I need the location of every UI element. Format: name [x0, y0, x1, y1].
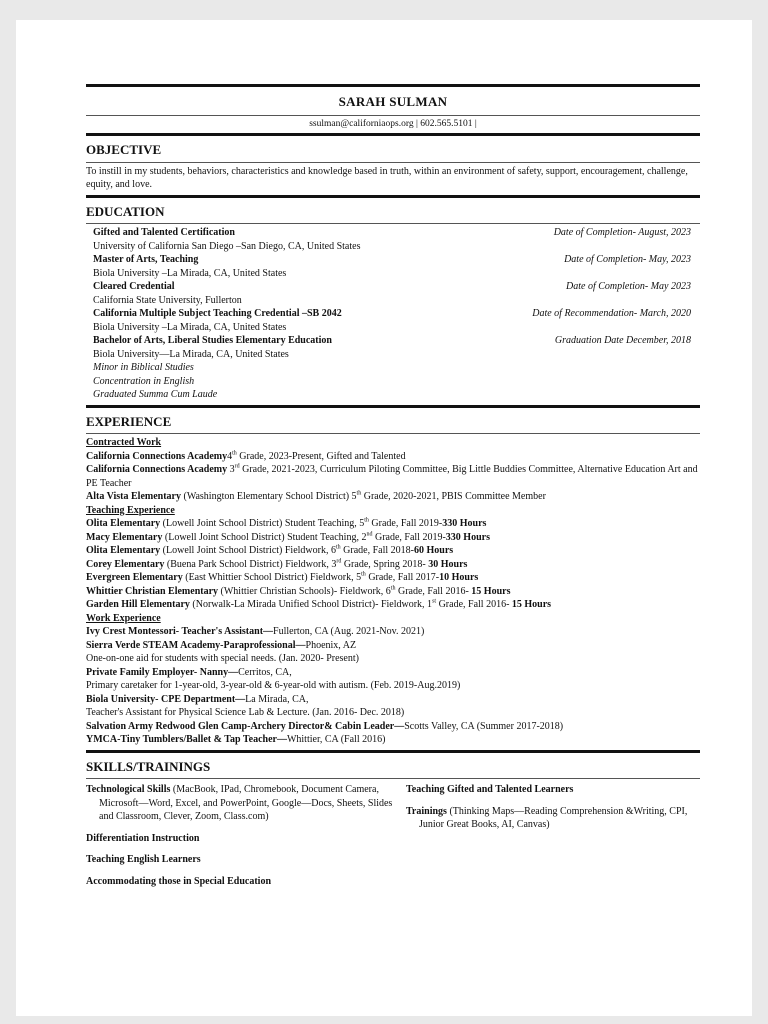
hours-count: 330 Hours	[442, 518, 487, 529]
teaching-item	[86, 531, 700, 545]
trainings-title: Trainings	[406, 805, 447, 817]
experience-list	[86, 434, 700, 750]
job-location: Whittier, CA (Fall 2016)	[286, 734, 386, 745]
position-detail: Grade, 2020-2021, PBIS Committee Member	[361, 491, 546, 502]
candidate-name: SARAH SULMAN	[338, 94, 448, 109]
grade-suffix: th	[232, 450, 237, 457]
skills-columns	[86, 779, 700, 896]
placement-detail: (East Whittier School District) Fieldwork, 5	[182, 572, 362, 583]
school-name: Olita Elementary	[86, 545, 161, 556]
grade-suffix: st	[432, 598, 437, 605]
contracted-item	[86, 450, 700, 464]
teaching-item	[86, 598, 700, 612]
resume-content	[86, 84, 700, 896]
placement-detail: (Buena Park School District) Fieldwork, 3	[164, 558, 337, 570]
job-title: Ivy Crest Montessori- Teacher's Assistant—	[86, 626, 274, 637]
degree-date: Date of Recommendation- March, 2020	[532, 308, 691, 319]
hours-count: 60 Hours	[413, 545, 454, 556]
teaching-item	[86, 544, 700, 558]
placement-detail: (Lowell Joint School District) Student Teaching, 5	[160, 518, 365, 529]
employer-name: Alta Vista Elementary	[86, 491, 181, 502]
job-location: La Mirada, CA,	[245, 693, 309, 705]
tech-skills-item	[86, 783, 406, 824]
work-item	[86, 625, 700, 639]
tech-skills-detail: (MacBook, IPad, Chromebook, Document Camera, Microsoft—Word, Excel, and PowerPoint, Google—Docs, Sheets, Slides and Classroom, Clever, Zoom, Class.com)	[99, 784, 393, 822]
position-detail: Grade, 2021-2023, Curriculum Piloting Committee, Big Little Buddies Committee, Alternative Education Art and PE Teacher	[86, 464, 698, 489]
skills-left-column	[86, 783, 406, 896]
contracted-item	[86, 463, 700, 490]
degree-title: Master of Arts, Teaching	[93, 254, 199, 265]
work-item	[86, 733, 700, 747]
grade-number: 3	[227, 464, 235, 475]
grade-suffix: th	[356, 490, 362, 497]
job-location: Cerritos, CA,	[238, 666, 292, 678]
job-title: YMCA-Tiny Tumblers/Ballet & Tap Teacher—	[86, 734, 287, 745]
education-entry	[93, 253, 700, 280]
contact-line: ssulman@californiaops.org | 602.565.5101 |	[309, 118, 477, 129]
teaching-item	[86, 558, 700, 572]
grade-number: (Washington Elementary School District) 5	[181, 491, 357, 502]
school-name: Biola University –La Mirada, CA, United States	[93, 321, 287, 333]
placement-detail: (Norwalk-La Mirada Unified School District)- Fieldwork, 1	[189, 599, 433, 610]
school-name: Macy Elementary	[86, 531, 163, 543]
job-description: One-on-one aid for students with special needs. (Jan. 2020- Present)	[86, 653, 359, 664]
school-name: Biola University—La Mirada, CA, United States	[93, 348, 289, 360]
work-item	[86, 693, 700, 707]
school-name: Corey Elementary	[86, 558, 165, 570]
grade-suffix: th	[364, 517, 369, 524]
term-detail: Grade, Fall 2016-	[395, 585, 472, 597]
job-description: Primary caretaker for 1-year-old, 3-year-old & 6-year-old with autism. (Feb. 2019-Aug.2019)	[86, 680, 461, 691]
education-note: Minor in Biblical Studies	[93, 362, 194, 373]
skill-item: Differentiation Instruction	[86, 832, 200, 844]
employer-name: California Connections Academy	[86, 450, 228, 462]
grade-suffix: th	[361, 571, 366, 578]
position-detail: Grade, 2023-Present, Gifted and Talented	[236, 450, 406, 462]
grade-suffix: th	[390, 585, 396, 592]
job-description: Teacher's Assistant for Physical Science Lab & Lecture. (Jan. 2016- Dec. 2018)	[86, 707, 405, 718]
term-detail: Grade, Fall 2018-	[340, 545, 414, 556]
degree-date: Date of Completion- May 2023	[566, 281, 691, 292]
term-detail: Grade, Fall 2019-	[372, 531, 446, 543]
grade-suffix: th	[335, 544, 341, 551]
hours-count: 10 Hours	[439, 572, 479, 583]
degree-title: Bachelor of Arts, Liberal Studies Elementary Education	[93, 335, 332, 346]
placement-detail: (Whittier Christian Schools)- Fieldwork, 6	[218, 585, 391, 597]
school-name: Evergreen Elementary	[86, 572, 183, 583]
teaching-experience-heading: Teaching Experience	[86, 504, 175, 516]
work-item	[86, 720, 700, 734]
work-item	[86, 639, 700, 653]
school-name: California State University, Fullerton	[93, 294, 242, 306]
education-list	[86, 224, 700, 405]
education-entry	[93, 226, 700, 253]
education-note: Concentration in English	[93, 375, 195, 387]
trainings-item	[406, 805, 696, 832]
skill-item: Teaching Gifted and Talented Learners	[406, 784, 574, 795]
degree-title: California Multiple Subject Teaching Credential –SB 2042	[93, 308, 342, 319]
degree-title: Gifted and Talented Certification	[93, 227, 235, 238]
job-title: Sierra Verde STEAM Academy-Paraprofessional—	[86, 639, 306, 651]
job-title: Biola University- CPE Department—	[86, 693, 246, 705]
education-entry	[93, 307, 700, 334]
objective-text: To instill in my students, behaviors, characteristics and knowledge based in truth, within an environment of safety, support, encouragement, challenge, equity, and love.	[86, 165, 688, 190]
job-title: Private Family Employer- Nanny—	[86, 666, 239, 678]
hours-count: 15 Hours	[511, 599, 552, 610]
skills-right-column	[406, 783, 696, 896]
teaching-item	[86, 571, 700, 585]
school-name: Garden Hill Elementary	[86, 599, 190, 610]
work-experience-heading: Work Experience	[86, 612, 161, 624]
school-name: Olita Elementary	[86, 518, 161, 529]
job-location: Phoenix, AZ	[305, 639, 357, 651]
skill-item: Teaching English Learners	[86, 854, 201, 865]
resume-page	[16, 20, 752, 1016]
education-entry	[93, 334, 700, 361]
grade-suffix: nd	[366, 531, 373, 538]
placement-detail: (Lowell Joint School District) Student Teaching, 2	[162, 531, 367, 543]
education-heading: EDUCATION	[86, 203, 165, 219]
hours-count: 15 Hours	[471, 585, 511, 597]
hours-count: 330 Hours	[445, 531, 490, 543]
objective-heading: OBJECTIVE	[86, 142, 162, 157]
job-location: Scotts Valley, CA (Summer 2017-2018)	[404, 720, 564, 732]
contracted-item	[86, 490, 700, 504]
employer-name: California Connections Academy	[86, 464, 228, 475]
job-title: Salvation Army Redwood Glen Camp-Archery Director& Cabin Leader—	[86, 720, 405, 732]
grade-suffix: rd	[336, 558, 342, 565]
teaching-item	[86, 585, 700, 599]
experience-heading: EXPERIENCE	[86, 413, 172, 429]
placement-detail: (Lowell Joint School District) Fieldwork, 6	[160, 545, 336, 556]
school-name: University of California San Diego –San Diego, CA, United States	[93, 240, 361, 252]
degree-title: Cleared Credential	[93, 281, 175, 292]
skills-heading: SKILLS/TRAININGS	[86, 758, 211, 774]
tech-skills-title: Technological Skills	[86, 784, 171, 795]
trainings-detail: (Thinking Maps—Reading Comprehension &Writing, CPI, Junior Great Books, AI, Canvas)	[419, 805, 688, 830]
term-detail: Grade, Fall 2019-	[368, 518, 443, 529]
degree-date: Graduation Date December, 2018	[554, 335, 691, 346]
teaching-item	[86, 517, 700, 531]
education-note: Graduated Summa Cum Laude	[93, 389, 218, 400]
term-detail: Grade, Fall 2016-	[436, 599, 512, 610]
contracted-work-heading: Contracted Work	[86, 437, 162, 448]
term-detail: Grade, Fall 2017-	[365, 572, 440, 583]
education-entry	[93, 280, 700, 307]
work-item	[86, 666, 700, 680]
grade-number: 4	[227, 450, 233, 462]
degree-date: Date of Completion- August, 2023	[553, 227, 691, 238]
school-name: Biola University –La Mirada, CA, United States	[93, 267, 287, 279]
term-detail: Grade, Spring 2018-	[341, 558, 429, 570]
degree-date: Date of Completion- May, 2023	[564, 254, 691, 265]
job-location: Fullerton, CA (Aug. 2021-Nov. 2021)	[273, 626, 425, 637]
school-name: Whittier Christian Elementary	[86, 585, 219, 597]
hours-count: 30 Hours	[428, 558, 468, 570]
skill-item: Accommodating those in Special Education	[86, 875, 272, 887]
grade-suffix: rd	[234, 463, 240, 470]
